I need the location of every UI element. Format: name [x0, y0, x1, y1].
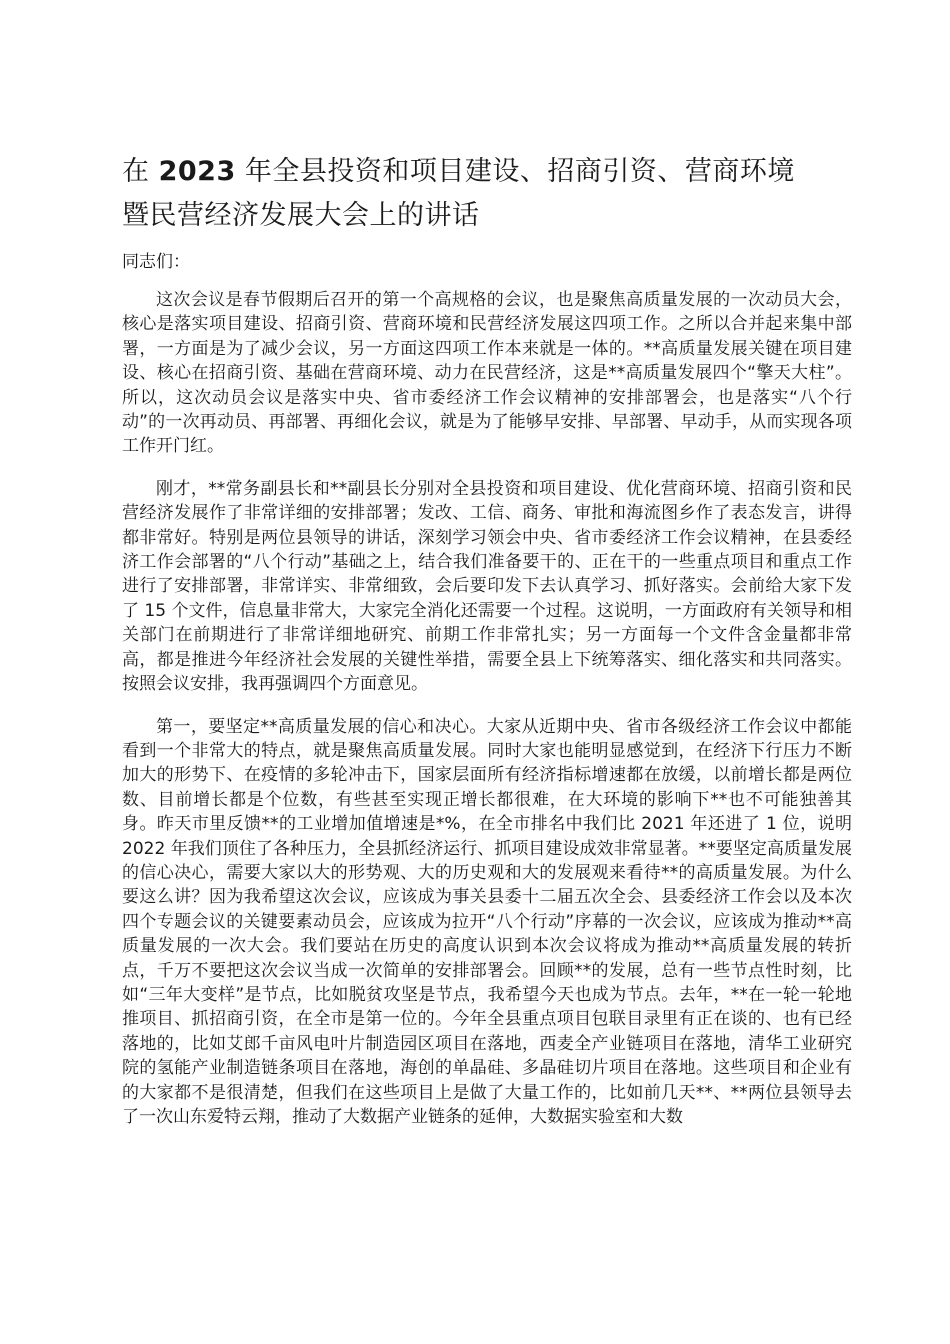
salutation: 同志们： — [122, 252, 190, 272]
paragraph: 这次会议是春节假期后召开的第一个高规格的会议，也是聚焦高质量发展的一次动员大会，核心是落实项目建设、招商引资、营商环境和民营经济发展这四项工作。之所以合并起来集中部署，一方面是为了减少会议，另一方面这四项工作本来就是一体的。**高质量发展关键在项目建设、核心在招商引资、基础在营商环境、动力在民营经济，这是**高质量发展四个“擎天大柱”。所以，这次动员会议是落实中央、省市委经济工作会议精神的安排部署会，也是落实“八个行动”的一次再动员、再部署、再细化会议，就是为了能够早安排、早部署、早动手，从而实现各项工作开门红。 — [122, 290, 852, 457]
title-prefix: 在 — [122, 156, 159, 187]
paragraph: 刚才，**常务副县长和**副县长分别对全县投资和项目建设、优化营商环境、招商引资和民营经济发展作了非常详细的安排部署；发改、工信、商务、审批和海流图乡作了表态发言，讲得都非常好。特别是两位县领导的讲话，深刻学习领会中央、省市委经济工作会议精神，在县委经济工作会部署的“八个行动”基础之上，结合我们准备要干的、正在干的一些重点项目和重点工作进行了安排部署，非常详实、非常细致，会后要印发下去认真学习、抓好落实。会前给大家下发了 15 个文件，信息量非常大，大家完全消化还需要一个过程。这说明，一方面政府有关领导和相关部门在前期进行了非常详细地研究、前期工作非常扎实；另一方面每一个文件含金量都非常高，都是推进今年经济社会发展的关键性举措，需要全县上下统筹落实、细化落实和共同落实。按照会议安排，我再强调四个方面意见。 — [122, 478, 852, 695]
title-year: 2023 — [158, 156, 236, 187]
paragraph: 第一，要坚定**高质量发展的信心和决心。大家从近期中央、省市各级经济工作会议中都能看到一个非常大的特点，就是聚焦高质量发展。同时大家也能明显感觉到，在经济下行压力不断加大的形势下、在疫情的多轮冲击下，国家层面所有经济指标增速都在放缓，以前增长都是两位数、目前增长都是个位数，有些甚至实现正增长都很难，在大环境的影响下**也不可能独善其身。昨天市里反馈**的工业增加值增速是*%，在全市排名中我们比 2021 年还进了 1 位，说明 2022 年我们顶住了各种压力，全县抓经济运行、抓项目建设成效非常显著。**要坚定高质量发展的信心决心，需要大家以大的形势观、大的历史观和大的发展观来看待**的高质量发展。为什么要这么讲？因为我希望这次会议，应该成为事关县委十二届五次全会、县委经济工作会以及本次四个专题会议的关键要素动员会，应该成为拉开“八个行动”序幕的一次会议，应该成为推动**高质量发展的一次大会。我们要站在历史的高度认识到本次会议将成为推动**高质量发展的转折点，千万不要把这次会议当成一次简单的安排部署会。回顾**的发展，总有一些节点性时刻，比如“三年大变样”是节点，比如脱贫攻坚是节点，我希望今天也成为节点。去年，**在一轮一轮地推项目、抓招商引资，在全市是第一位的。今年全县重点项目包联目录里有正在谈的、也有已经落地的，比如艾郎千亩风电叶片制造园区项目在落地，西麦全产业链项目在落地，清华工业研究院的氢能产业制造链条项目在落地，海创的单晶硅、多晶硅切片项目在落地。这些项目和企业有的大家都不是很清楚，但我们在这些项目上是做了大量工作的，比如前几天**、**两位县领导去了一次山东爱特云翔，推动了大数据产业链条的延伸，大数据实验室和大数 — [122, 716, 852, 1127]
title-line1-rest: 年全县投资和项目建设、招商引资、营商环境 — [235, 156, 795, 187]
document-title — [122, 150, 852, 238]
title-line2: 暨民营经济发展大会上的讲话 — [122, 200, 480, 231]
document-page — [122, 150, 852, 1147]
